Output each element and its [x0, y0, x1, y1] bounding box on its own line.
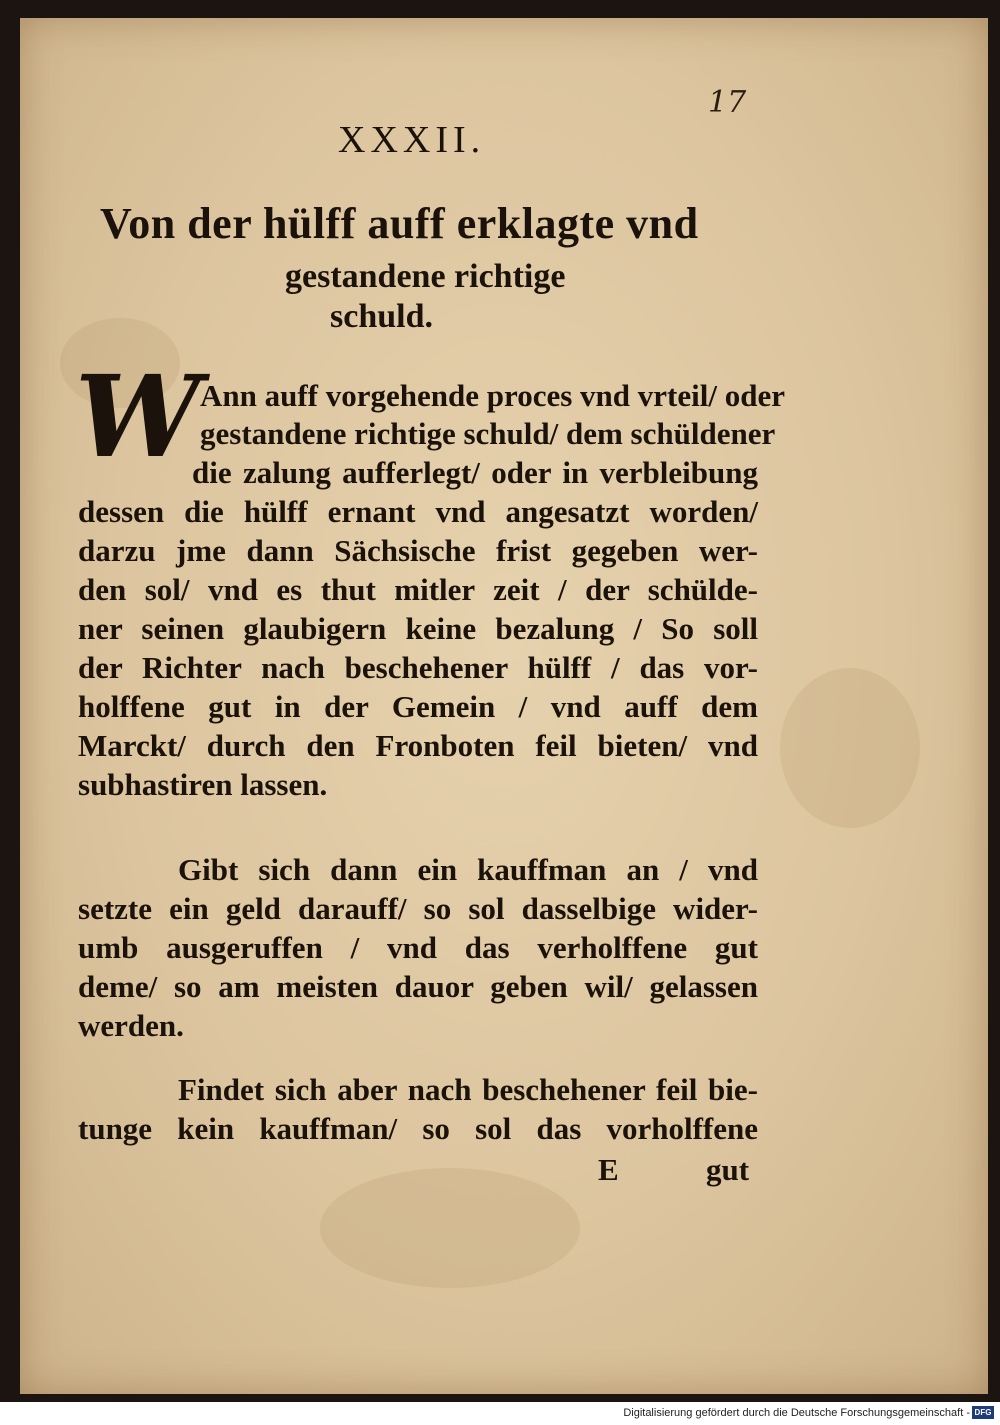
chapter-title-line-3: schuld. [330, 298, 433, 335]
text-line: Marckt/ durch den Fronboten feil bieten/ vnd [78, 728, 758, 763]
text-line: Findet sich aber nach beschehener feil bie- [178, 1072, 758, 1107]
dfg-logo-icon[interactable]: DFG [972, 1406, 994, 1419]
footer-credit: Digitalisierung gefördert durch die Deutsche Forschungsgemeinschaft - [623, 1407, 970, 1419]
chapter-title-line-2: gestandene richtige [285, 258, 566, 295]
text-line: deme/ so am meisten dauor geben wil/ gelassen [78, 969, 758, 1004]
text-line: Gibt sich dann ein kauffman an / vnd [178, 852, 758, 887]
footer-bar [0, 1402, 1000, 1425]
text-line: werden. [78, 1008, 184, 1043]
text-line: setzte ein geld darauff/ so sol dasselbige wider- [78, 891, 758, 926]
text-line: der Richter nach beschehener hülff / das vor- [78, 650, 758, 685]
catchword: gut [706, 1152, 750, 1187]
decorated-initial: W [75, 352, 201, 483]
chapter-number: XXXII. [338, 119, 486, 161]
text-line: die zalung aufferlegt/ oder in verbleibung [192, 455, 758, 490]
text-line: tunge kein kauffman/ so sol das vorholffene [78, 1111, 758, 1146]
text-line: gestandene richtige schuld/ dem schüldener [200, 416, 776, 451]
text-line: Ann auff vorgehende proces vnd vrteil/ oder [200, 378, 785, 413]
paper-stain [780, 668, 920, 828]
text-line: dessen die hülff ernant vnd angesatzt worden/ [78, 494, 758, 529]
paper-stain [320, 1168, 580, 1288]
text-line: umb ausgeruffen / vnd das verholffene gut [78, 930, 758, 965]
text-line: den sol/ vnd es thut mitler zeit / der schülde- [78, 572, 758, 607]
signature-mark: E [598, 1152, 619, 1187]
text-line: darzu jme dann Sächsische frist gegeben wer- [78, 533, 758, 568]
text-line: holffene gut in der Gemein / vnd auff dem [78, 689, 758, 724]
text-line: subhastiren lassen. [78, 767, 328, 802]
page-number: 17 [708, 85, 747, 120]
text-line: ner seinen glaubigern keine bezalung / So soll [78, 611, 758, 646]
chapter-title-line-1: Von der hülff auff erklagte vnd [100, 199, 699, 248]
